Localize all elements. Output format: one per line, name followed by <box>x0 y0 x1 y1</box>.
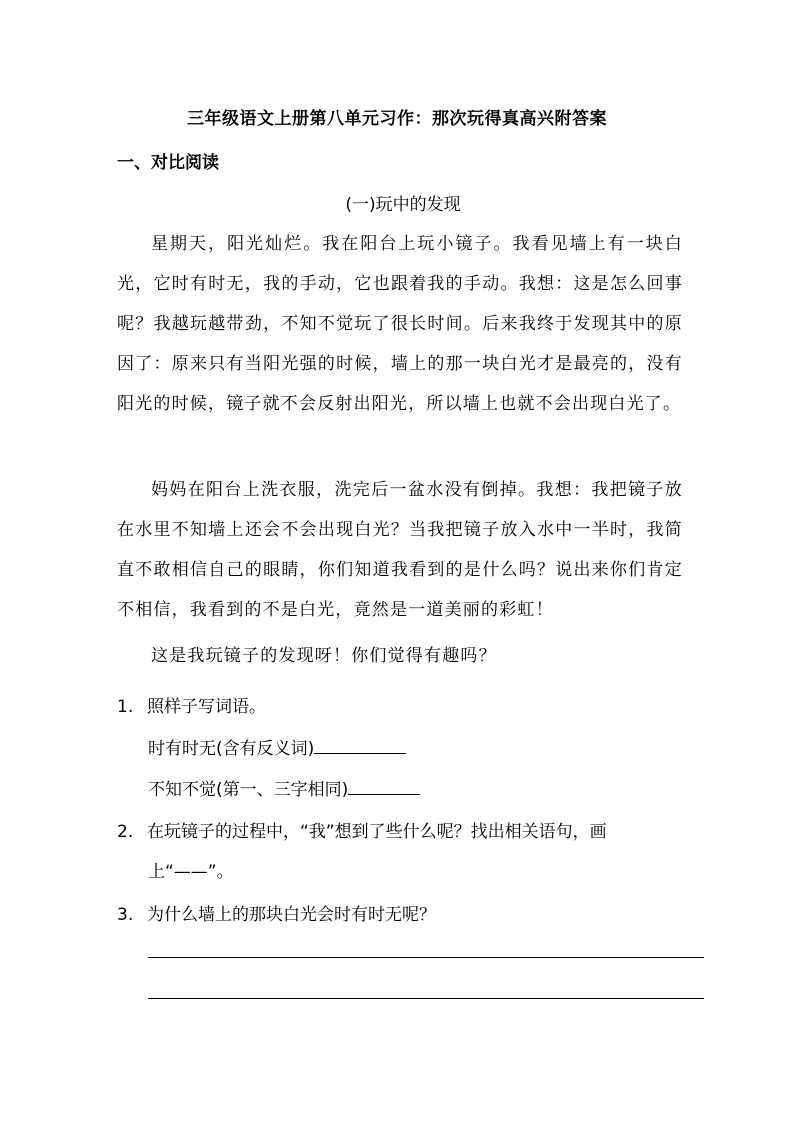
question-1-item-2 <box>148 775 420 800</box>
question-text: 在玩镜子的过程中，“我”想到了些什么呢？找出相关语句，画 <box>147 822 607 842</box>
question-number: 3. <box>117 905 134 925</box>
answer-line[interactable] <box>148 957 704 958</box>
answer-line[interactable] <box>148 998 704 999</box>
question-number: 1. <box>117 697 134 717</box>
question-1-item-1 <box>148 734 406 759</box>
page-title: 三年级语文上册第八单元习作：那次玩得真高兴附答案 <box>187 109 607 129</box>
question-2-continuation: 上“——”。 <box>148 862 234 882</box>
item-prompt: 不知不觉(第一、三字相同) <box>148 780 349 800</box>
passage-title: (一)玩中的发现 <box>345 195 461 215</box>
passage-paragraph: 这是我玩镜子的发现呀！你们觉得有趣吗？ <box>151 646 497 666</box>
question-3 <box>117 900 436 925</box>
question-text: 为什么墙上的那块白光会时有时无呢？ <box>147 905 436 925</box>
question-number: 2. <box>117 822 134 842</box>
section-heading: 一、对比阅读 <box>117 153 219 173</box>
answer-blank[interactable] <box>314 737 406 754</box>
passage-paragraph: 星期天，阳光灿烂。我在阳台上玩小镜子。我看见墙上有一块白光，它时有时无，我的手动，它也跟着我的手动。我想：这是怎么回事呢？我越玩越带劲，不知不觉玩了很长时间。后来我终于发现其中的原因了：原来只有当阳光强的时候，墙上的那一块白光才是最亮的，没有阳光的时候，镜子就不会反射出阳光，所以墙上也就不会出现白光了。 <box>117 234 683 414</box>
item-prompt: 时有时无(含有反义词) <box>148 739 315 759</box>
question-1 <box>117 692 266 717</box>
question-2 <box>117 817 607 842</box>
passage-paragraph: 妈妈在阳台上洗衣服，洗完后一盆水没有倒掉。我想：我把镜子放在水里不知墙上还会不会出现白光？当我把镜子放入水中一半时，我简直不敢相信自己的眼睛，你们知道我看到的是什么吗？说出来你们肯定不相信，我看到的不是白光，竟然是一道美丽的彩虹！ <box>117 480 683 620</box>
answer-blank[interactable] <box>348 778 420 795</box>
question-text: 照样子写词语。 <box>147 697 266 717</box>
